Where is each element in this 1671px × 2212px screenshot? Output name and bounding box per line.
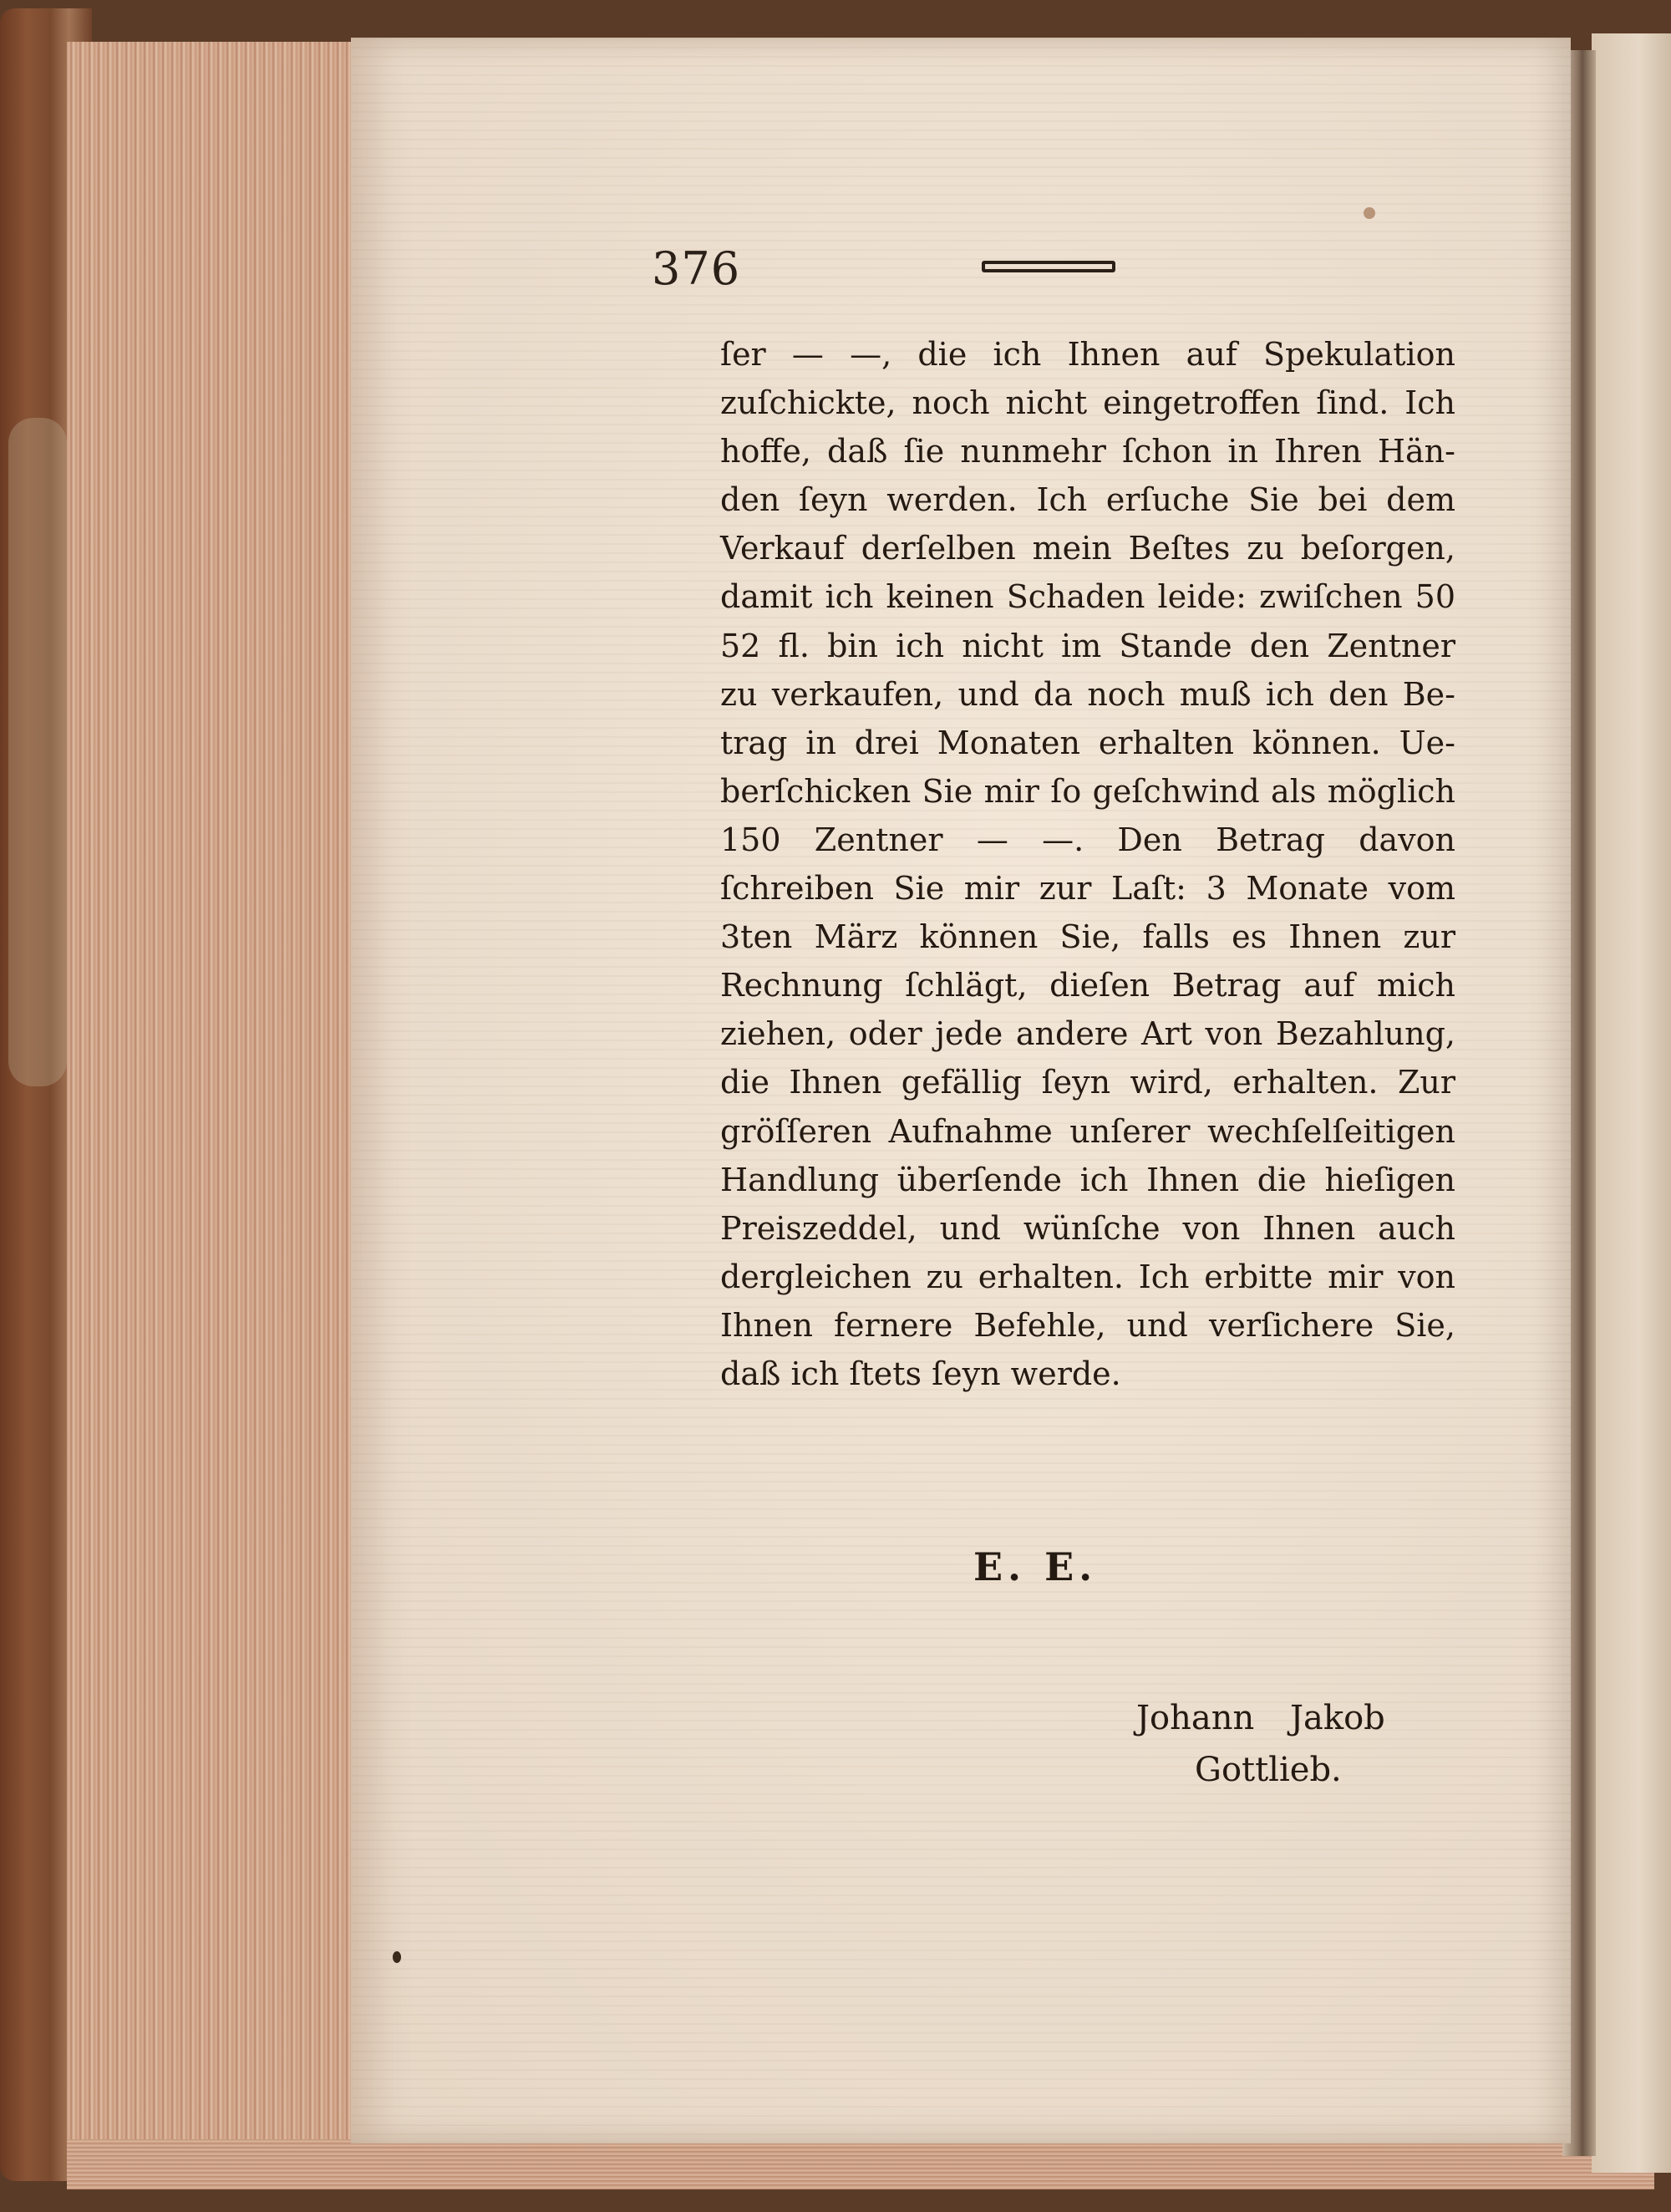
header-rule <box>982 261 1115 272</box>
text-line: damit ich keinen Schaden leide: zwiſchen 50 <box>720 578 1455 616</box>
text-line: trag in drei Monaten erhalten können. Ue- <box>720 724 1455 761</box>
text-line: Preiszeddel, und wünſche von Ihnen auch <box>720 1209 1455 1247</box>
text-line: 52 fl. bin ich nicht im Stande den Zentner <box>720 627 1455 664</box>
text-line: ſer — —, die ich Ihnen auf Spekulation <box>720 336 1455 373</box>
text-line: den ſeyn werden. Ich erſuche Sie bei dem <box>720 481 1455 519</box>
cover-wear <box>8 418 67 1086</box>
letter-body <box>720 330 1455 1398</box>
text-line: zu verkaufen, und da noch muß ich den Be- <box>720 675 1455 713</box>
text-line: dergleichen zu erhalten. Ich erbitte mir von <box>720 1258 1455 1295</box>
text-line: ziehen, oder jede andere Art von Bezahlung, <box>720 1015 1455 1053</box>
text-line: gröſſeren Aufnahme unſerer wechſelſeitigen <box>720 1112 1455 1150</box>
text-line: daß ich ſtets ſeyn werde. <box>720 1355 1121 1392</box>
text-line: 150 Zentner — —. Den Betrag davon <box>720 821 1455 858</box>
facing-page-edge <box>1592 33 1671 2173</box>
text-line: die Ihnen gefällig ſeyn wird, erhalten. Zur <box>720 1064 1455 1101</box>
text-line: ſchreiben Sie mir zur Laſt: 3 Monate vom <box>720 870 1455 908</box>
page-edges <box>67 42 351 2164</box>
page-edges-bottom <box>67 2139 1654 2189</box>
signature-surname: Gottlieb. <box>1195 1751 1342 1789</box>
signature-block <box>1136 1692 1437 1796</box>
text-line: hoffe, daß ſie nunmehr ſchon in Ihren Hän- <box>720 433 1455 470</box>
ink-spot <box>393 1951 401 1963</box>
text-line: zuſchickte, noch nicht eingetroffen ſind. Ich <box>720 384 1455 422</box>
page-header <box>652 242 1136 295</box>
page-number: 376 <box>652 242 741 295</box>
text-line: berſchicken Sie mir ſo geſchwind als möglich <box>720 772 1455 810</box>
text-line: Rechnung ſchlägt, dieſen Betrag auf mich <box>720 967 1455 1004</box>
ink-spot <box>1364 207 1375 219</box>
signature-name: Johann Jakob <box>1136 1699 1385 1737</box>
text-line: Verkauf derſelben mein Beſtes zu beſorgen, <box>720 530 1455 567</box>
text-line: Ihnen fernere Befehle, und verſichere Sie, <box>720 1306 1455 1344</box>
closing-initials: E. E. <box>973 1544 1098 1589</box>
text-line: Handlung überſende ich Ihnen die hieſigen <box>720 1161 1455 1198</box>
text-line: 3ten März können Sie, falls es Ihnen zur <box>720 918 1455 956</box>
